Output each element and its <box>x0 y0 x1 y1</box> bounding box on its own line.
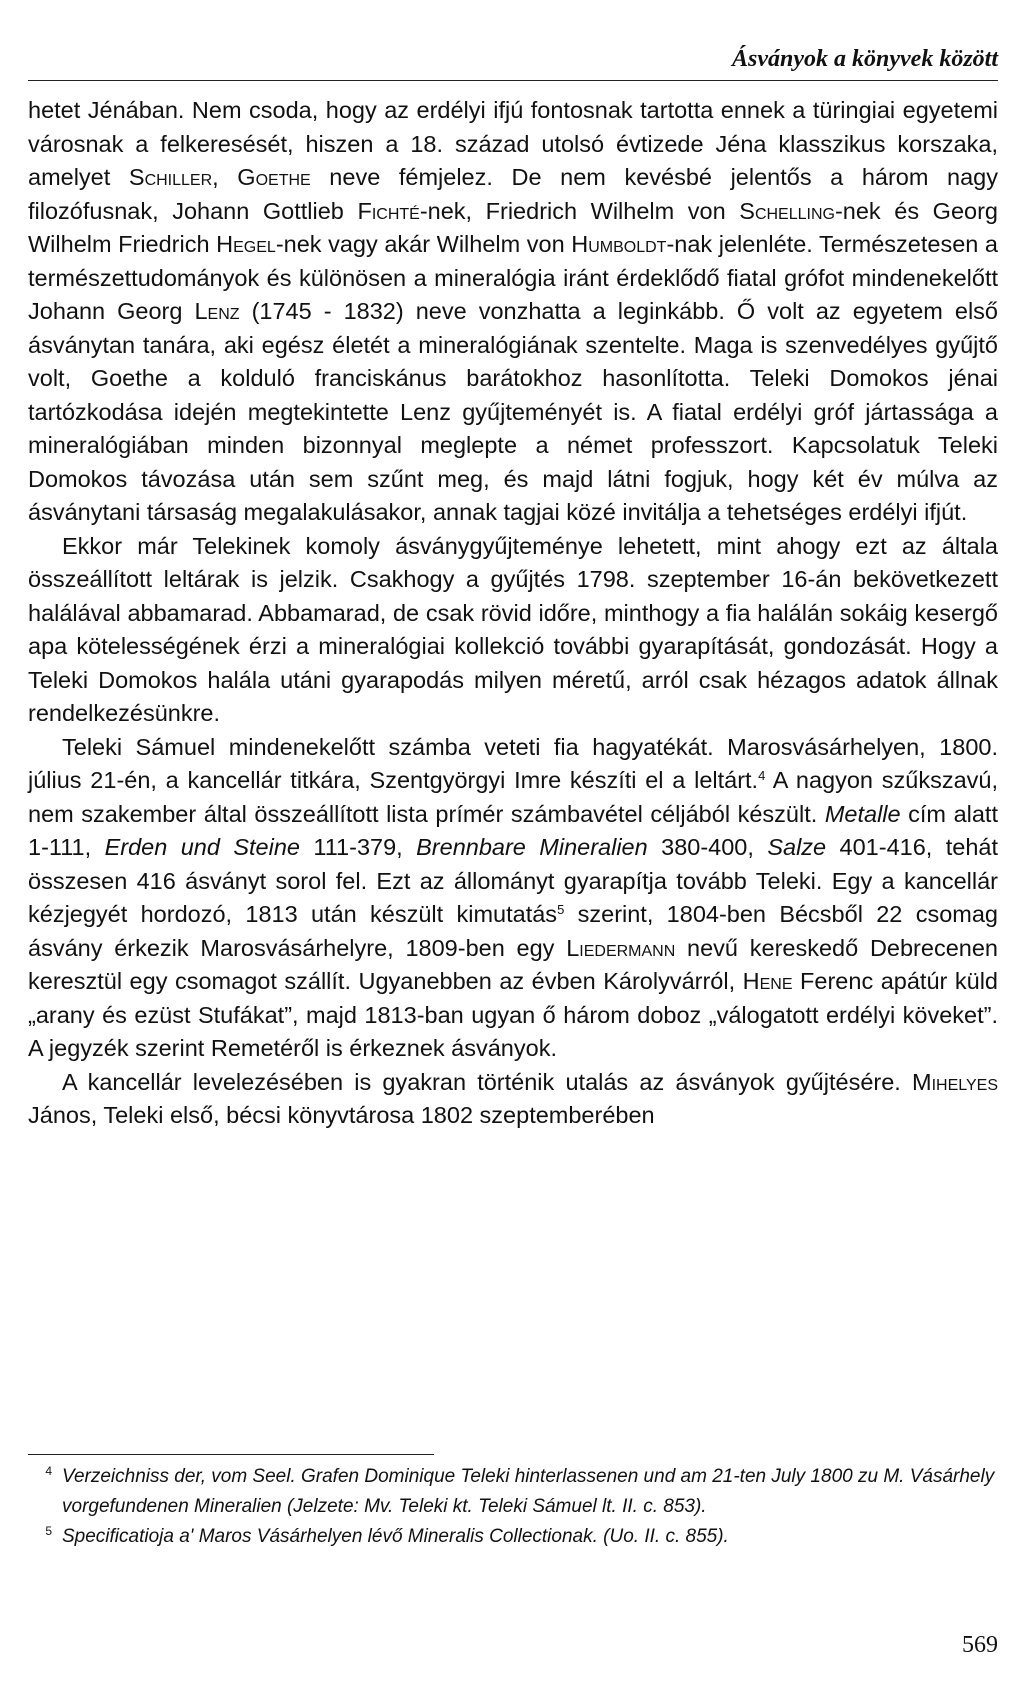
name-lenz: Lenz <box>194 298 240 324</box>
footnote-5: $^5$ Specificatioja a' Maros Vásárhelyen lévő Mineralis Collectionak. (Uo. II. c. 855). <box>45 1524 729 1547</box>
footnote-ref-4[interactable]: 4 <box>758 768 766 783</box>
name-humboldt: Humboldt <box>571 231 667 257</box>
page-number: 569 <box>962 1632 998 1658</box>
paragraph-4: A kancellár levelezésében is gyakran történik utalás az ásványok gyűjtésére. Mihelyes János, Teleki első, bécsi könyvtárosa 1802 szeptemberében <box>28 1068 998 1128</box>
footnote-rule <box>28 1454 434 1455</box>
name-goethe: Goethe <box>237 164 311 190</box>
paragraph-2: Ekkor már Telekinek komoly ásványgyűjteménye lehetett, mint ahogy ezt az általa összeállított leltárak is jelzik. Csakhogy a gyűjtés 1798. szeptember 16-án bekövetkezett halálával abbamarad. Abbamarad, de csak rövid időre, minthogy a fia halálán sokáig kesergő apa kötelességének érzi a mineralógiai kollekció további gyarapítását, gondozását. Hogy a Teleki Domokos halála utáni gyarapodás milyen méretű, arról csak hézagos adatok állnak rendelkezésünkre. <box>28 532 998 726</box>
footnote-ref-5[interactable]: 5 <box>557 902 565 917</box>
paragraph-1: hetet Jénában. Nem csoda, hogy az erdélyi ifjú fontosnak tartotta ennek a türingiai egyetemi városnak a felkeresését, hiszen a 18. század utolsó évtizede Jéna klasszikus korszaka, amelyet Schiller, Goethe neve fémjelez. De nem kevésbé jelentős a három nagy filozófusnak, Johann Gottlieb Fichté-nek, Friedrich Wilhelm von Schelling-nek és Georg Wilhelm Friedrich Hegel-nek vagy akár Wilhelm von Humboldt-nak jelenléte. Természetesen a természettudományok és különösen a mineralógia iránt érdeklődő fiatal grófot mindenekelőtt Johann Georg Lenz (1745 - 1832) neve vonzhatta a leginkább. Ő volt az egyetem első ásványtan tanára, aki egész életét a mineralógiának szentelte. Maga is szenvedélyes gyűjtő volt, Goethe a kolduló franciskánus barátokhoz hasonlította. Teleki Domokos jénai tartózkodása idején megtekintette Lenz gyűjteményét is. A fiatal erdélyi gróf jártassága a mineralógiában minden bizonnyal meglepte a német professzort. Kapcsolatuk Teleki Domokos távozása után sem szűnt meg, és majd látni fogjuk, hogy két év múlva az ásványtani társaság megalakulásakor, annak tagjai közé invitálja a tehetséges erdélyi ifjút. <box>28 97 998 525</box>
name-schelling: Schelling <box>739 197 835 224</box>
paragraph-3: Teleki Sámuel mindenekelőtt számba veteti fia hagyatékát. Marosvásárhelyen, 1800. július 21-én, a kancellár titkára, Szentgyörgyi Imre készíti el a leltárt.$^4$ A nagyon szűkszavú, nem szakember által összeállított lista prímér számbavétel céljából készült. Metalle cím alatt 1-111, Erden und Steine 111-379, Brennbare Mineralien 380-400, Salze 401-416, tehát összesen 416 ásványt sorol fel. Ezt az állományt gyarapítja tovább Teleki. Egy a kancellár kézjegyét hordozó, 1813 után készült kimutatás$^5$ szerint, 1804-ben Bécsből 22 csomag ásvány érkezik Marosvásárhelyre, 1809-ben egy Liedermann nevű kereskedő Debrecenen keresztül egy csomagot szállít. Ugyanebben az évben Károlyvárról, Hene Ferenc apátúr küld „arany és ezüst Stufákat”, majd 1813-ban ugyan ő három doboz „válogatott erdélyi köveket”. A jegyzék szerint Remetéről is érkeznek ásványok. <box>28 733 999 1061</box>
name-liedermann: Liedermann <box>566 934 676 961</box>
name-fichte: Fichté <box>357 197 420 224</box>
footnotes <box>28 1462 998 1552</box>
footnote-4: $^4$ Verzeichniss der, vom Seel. Grafen Dominique Teleki hinterlassenen und am 21-ten July 1800 zu M. Vásárhely vorgefundenen Mineralien (Jelzete: Mv. Teleki kt. Teleki Sámuel lt. II. c. 853). <box>45 1464 995 1517</box>
name-hene: Hene <box>742 968 793 994</box>
main-text <box>28 94 998 1133</box>
header-rule <box>28 80 998 81</box>
name-schiller: Schiller <box>128 164 213 190</box>
name-hegel: Hegel <box>216 231 276 257</box>
running-header: Ásványok a könyvek között <box>732 46 998 72</box>
name-mihelyes: Mihelyes <box>912 1068 998 1095</box>
